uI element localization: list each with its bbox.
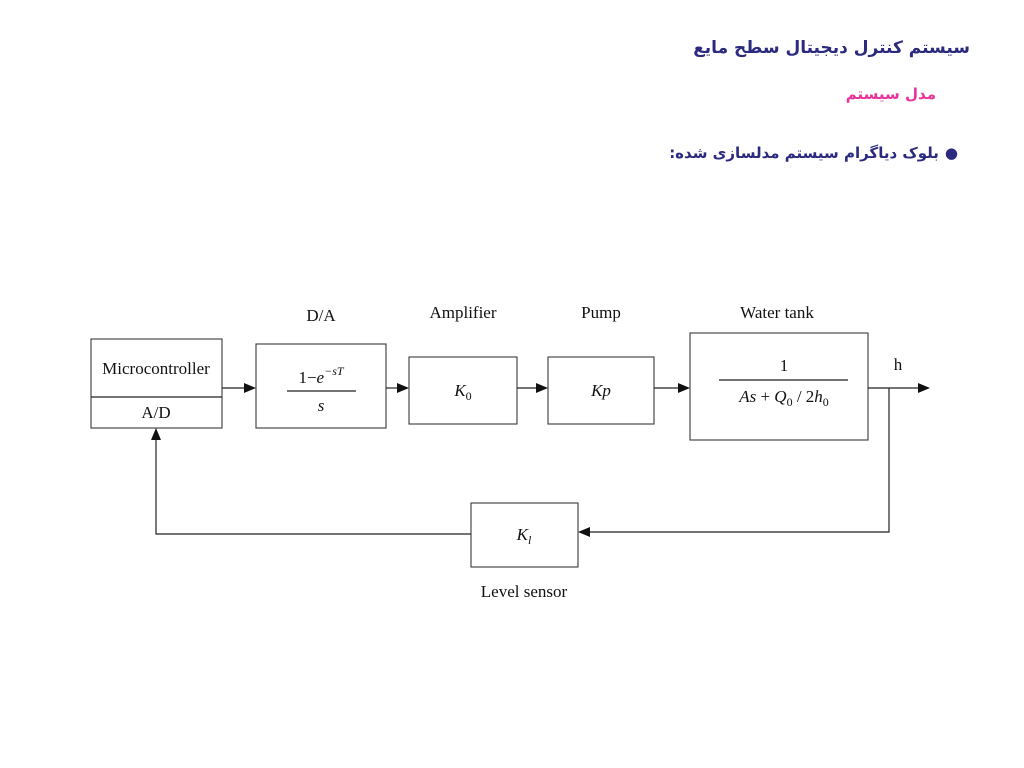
- arrowhead-amplifier-to-pump: [536, 383, 548, 393]
- water-tank-denominator: [738, 387, 829, 409]
- water-tank-block: [690, 333, 868, 440]
- amplifier-gain-sub: 0: [465, 389, 472, 403]
- water-tank-den-q: Q: [774, 387, 787, 406]
- ad-label: A/D: [141, 403, 171, 422]
- arrowhead-to-sensor: [578, 527, 590, 537]
- water-tank-den-div: / 2: [792, 387, 815, 406]
- level-sensor-gain-base: K: [516, 525, 528, 544]
- water-tank-numerator: 1: [779, 356, 789, 375]
- da-title: D/A: [306, 306, 336, 325]
- level-sensor-block: [471, 503, 578, 567]
- water-tank-den-q-sub: 0: [786, 395, 793, 409]
- da-block: [256, 344, 386, 428]
- slide-title: سیستم کنترل دیجیتال سطح مایع: [693, 38, 970, 58]
- level-sensor-title: Level sensor: [480, 582, 568, 601]
- da-num-exp: −sT: [324, 364, 344, 378]
- bullet-text: بلوک دیاگرام سیستم مدلسازی شده:: [669, 144, 939, 162]
- water-tank-den-h-sub: 0: [822, 395, 829, 409]
- da-num-prefix: 1−: [298, 368, 317, 387]
- pump-title: Pump: [581, 303, 621, 322]
- feedback-line-to-mc: [156, 440, 471, 534]
- arrowhead-da-to-amplifier: [397, 383, 409, 393]
- microcontroller-block: [91, 339, 222, 428]
- da-num-base: e: [316, 368, 325, 387]
- water-tank-den-a: As: [739, 387, 757, 406]
- pump-gain: Kp: [591, 381, 611, 400]
- da-denominator: s: [317, 396, 325, 415]
- microcontroller-label: Microcontroller: [102, 359, 210, 378]
- amplifier-block: [409, 357, 517, 424]
- water-tank-title: Water tank: [740, 303, 814, 322]
- amplifier-gain-base: K: [454, 381, 466, 400]
- arrowhead-mc-to-da: [244, 383, 256, 393]
- water-tank-den-h: h: [814, 387, 823, 406]
- water-tank-den-plus: +: [756, 387, 775, 406]
- bullet-dot-icon: ●: [944, 144, 958, 162]
- output-label: h: [893, 355, 903, 374]
- level-sensor-gain-sub: l: [528, 533, 532, 547]
- arrowhead-pump-to-tank: [678, 383, 690, 393]
- arrowhead-output: [918, 383, 930, 393]
- slide-subtitle: مدل سیستم: [845, 85, 936, 103]
- pump-block: [548, 357, 654, 424]
- arrowhead-to-mc: [151, 428, 161, 440]
- amplifier-title: Amplifier: [429, 303, 497, 322]
